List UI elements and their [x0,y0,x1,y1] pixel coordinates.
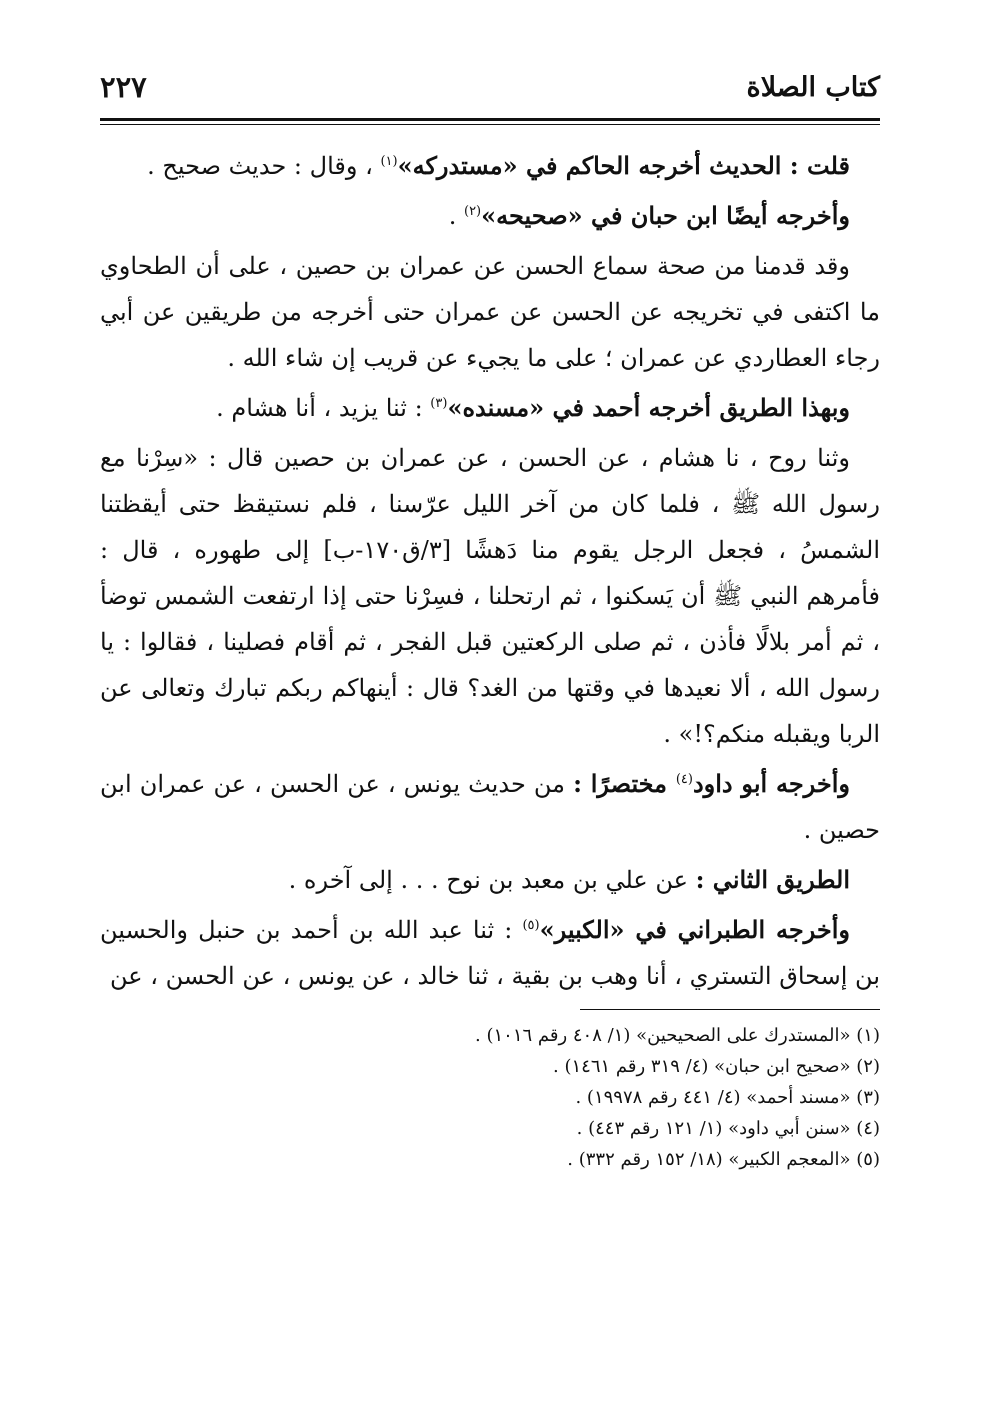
paragraph [100,385,880,431]
footnotes [100,1020,880,1175]
footnote-marker: (٤) [675,772,693,787]
header-rule-thick [100,118,880,121]
text-run: : ثنا يزيد ، أنا هشام . [216,394,431,422]
text-run: ، وقال : حديث صحيح . [147,152,381,180]
text-run: من حديث يونس ، عن الحسن ، عن عمران ابن حصين . [100,770,880,844]
footnote: (٤) «سنن أبي داود» (١/ ١٢١ رقم ٤٤٣) . [576,1118,880,1139]
paragraph [100,193,880,239]
paragraph [100,761,880,853]
footnote: (٢) «صحيح ابن حبان» (٤/ ٣١٩ رقم ١٤٦١) . [553,1056,880,1077]
footnote: (٣) «مسند أحمد» (٤/ ٤٤١ رقم ١٩٩٧٨) . [575,1087,880,1108]
bold-text: مختصرًا : [573,769,676,798]
text-run: . [448,202,464,230]
paragraph [100,907,880,999]
footnote: (١) «المستدرك على الصحيحين» (١/ ٤٠٨ رقم ١٠١٦) . [475,1025,880,1046]
footnote-separator [580,1009,880,1010]
text-run: وقد قدمنا من صحة سماع الحسن عن عمران بن حصين ، على أن الطحاوي ما اكتفى في تخريجه عن الحسن عن عمران حتى أخرجه من طريقين عن أبي رجاء العطاردي عن عمران ؛ على ما يجيء عن قريب إن شاء الله . [100,252,880,372]
footnote-marker: (١) [380,154,398,169]
paragraph [100,143,880,189]
text-run: عن علي بن معبد بن نوح . . . إلى آخره . [288,866,696,894]
footnote-marker: (٥) [522,918,540,933]
paragraph [100,857,880,903]
footnote-marker: (٢) [463,204,482,219]
text-run: وثنا روح ، نا هشام ، عن الحسن ، عن عمران بن حصين قال : «سِرْنا مع رسول الله ﷺ ، فلما كان من آخر الليل عرّسنا ، فلم نستيقظ حتى أيقظتنا الشمسُ ، فجعل الرجل يقوم منا دَهشًا [٣/ق١٧٠-ب] إلى طهوره ، قال : فأمرهم النبي ﷺ أن يَسكنوا ، ثم ارتحلنا ، فسِرْنا حتى إذا ارتفعت الشمس توضأ ، ثم أمر بلالًا فأذن ، ثم صلى الركعتين قبل الفجر ، ثم أقام فصلينا ، فقالوا : يا رسول الله ، ألا نعيدها في وقتها من الغد؟ قال : أينهاكم ربكم تبارك وتعالى عن الربا ويقبله منكم؟!» . [100,444,880,748]
bold-text: قلت : الحديث أخرجه الحاكم في «مستدركه» [397,151,850,180]
chapter-title: كتاب الصلاة [746,72,880,103]
paragraph [100,435,880,757]
bold-text: وأخرجه أبو داود [692,769,850,798]
main-text [100,143,880,999]
paragraph [100,243,880,381]
page-header [100,60,880,110]
footnote-marker: (٣) [430,396,448,411]
bold-text: الطريق الثاني : [695,865,850,894]
text-run: : ثنا عبد الله بن أحمد بن حنبل والحسين بن إسحاق التستري ، أنا وهب بن بقية ، ثنا خالد ، عن يونس ، عن الحسن ، عن [100,916,880,990]
bold-text: وأخرجه الطبراني في «الكبير» [539,915,851,944]
page [100,60,880,1175]
page-number: ٢٢٧ [100,70,147,104]
header-rule-thin [100,124,880,125]
footnote: (٥) «المعجم الكبير» (١٨/ ١٥٢ رقم ٣٣٢) . [567,1149,880,1170]
bold-text: وأخرجه أيضًا ابن حبان في «صحيحه» [481,201,850,230]
bold-text: وبهذا الطريق أخرجه أحمد في «مسنده» [447,393,850,422]
